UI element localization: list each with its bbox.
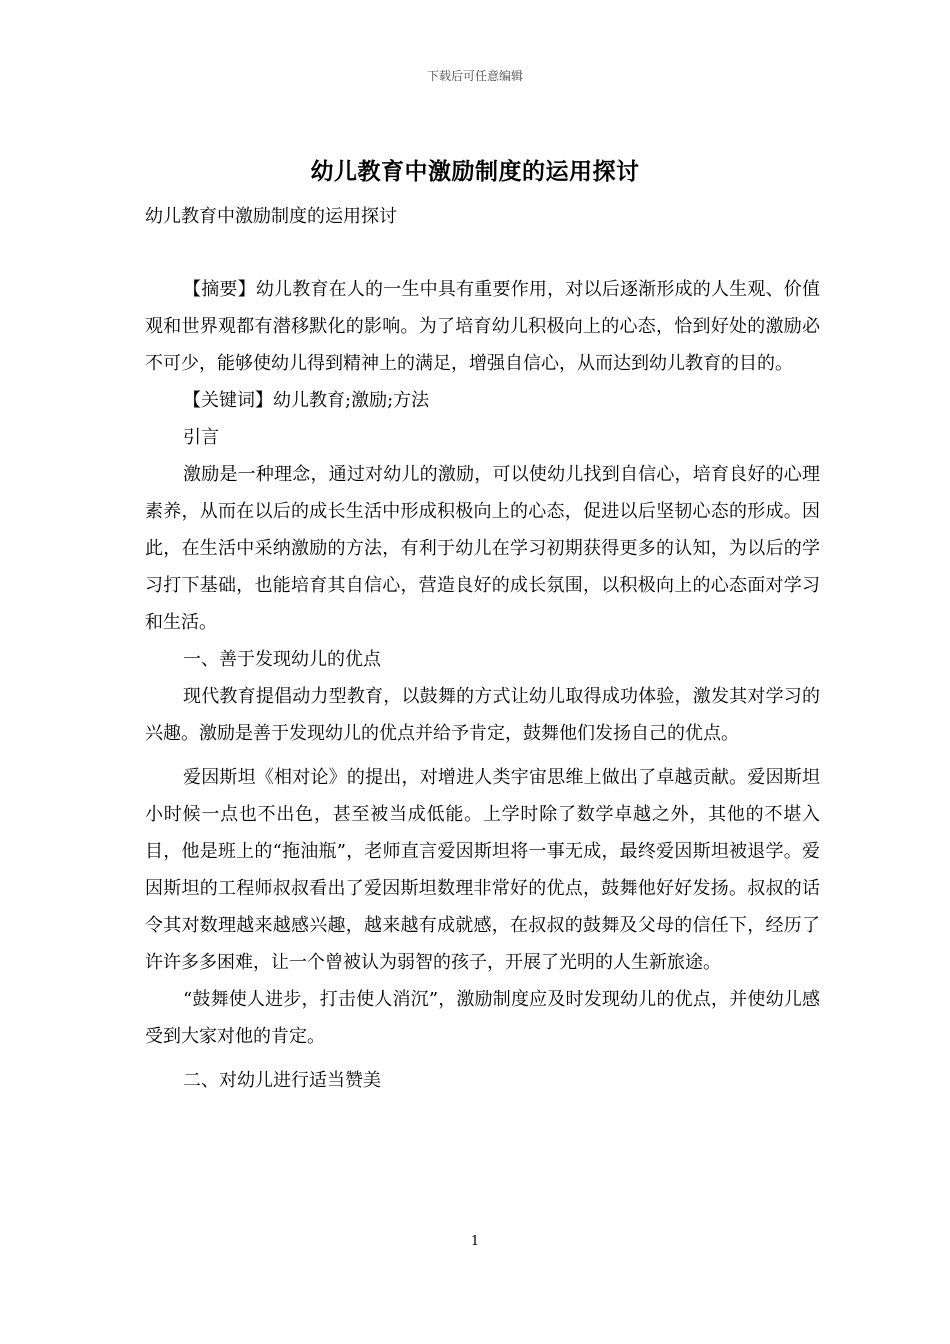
introduction-paragraph: 激励是一种理念，通过对幼儿的激励，可以使幼儿找到自信心，培育良好的心理素养，从而在以后的成长生活中形成积极向上的心态，促进以后坚韧心态的形成。因此，在生活中采纳激励的方法，有利于幼儿在学习初期获得更多的认知，为以后的学习打下基础，也能培育其自信心，营造良好的成长氛围，以积极向上的心态面对学习和生活。 xyxy=(145,464,820,633)
section-heading-1: 一、善于发现幼儿的优点 xyxy=(183,649,381,670)
abstract-paragraph: 【摘要】幼儿教育在人的一生中具有重要作用，对以后逐渐形成的人生观、价值观和世界观都有潜移默化的影响。为了培育幼儿积极向上的心态，恰到好处的激励必不可少，能够使幼儿得到精神上的满足，增强自信心，从而达到幼儿教育的目的。 xyxy=(145,279,820,374)
body-paragraph: 现代教育提倡动力型教育，以鼓舞的方式让幼儿取得成功体验，激发其对学习的兴趣。激励是善于发现幼儿的优点并给予肯定，鼓舞他们发扬自己的优点。 xyxy=(145,686,820,744)
document-subtitle: 幼儿教育中激励制度的运用探讨 xyxy=(145,206,397,227)
body-paragraph: 爱因斯坦《相对论》的提出，对增进人类宇宙思维上做出了卓越贡献。爱因斯坦小时候一点也不出色，甚至被当成低能。上学时除了数学卓越之外，其他的不堪入目，他是班上的“拖油瓶”，老师直言爱因斯坦将一事无成，最终爱因斯坦被退学。爱因斯坦的工程师叔叔看出了爱因斯坦数理非常好的优点，鼓舞他好好发扬。叔叔的话令其对数理越来越感兴趣，越来越有成就感，在叔叔的鼓舞及父母的信任下，经历了许许多多困难，让一个曾被认为弱智的孩子，开展了光明的人生新旅途。 xyxy=(145,767,820,973)
introduction-heading: 引言 xyxy=(183,427,219,448)
keywords-paragraph: 【关键词】幼儿教育;激励;方法 xyxy=(183,390,430,411)
section-heading-2: 二、对幼儿进行适当赞美 xyxy=(183,1070,381,1091)
document-body xyxy=(145,271,820,1099)
document-title: 幼儿教育中激励制度的运用探讨 xyxy=(310,158,640,185)
page-header-note: 下载后可任意编辑 xyxy=(426,69,523,83)
body-paragraph: “鼓舞使人进步，打击使人消沉”，激励制度应及时发现幼儿的优点，并使幼儿感受到大家对他的肯定。 xyxy=(145,989,820,1047)
page-number: 1 xyxy=(470,1234,480,1249)
